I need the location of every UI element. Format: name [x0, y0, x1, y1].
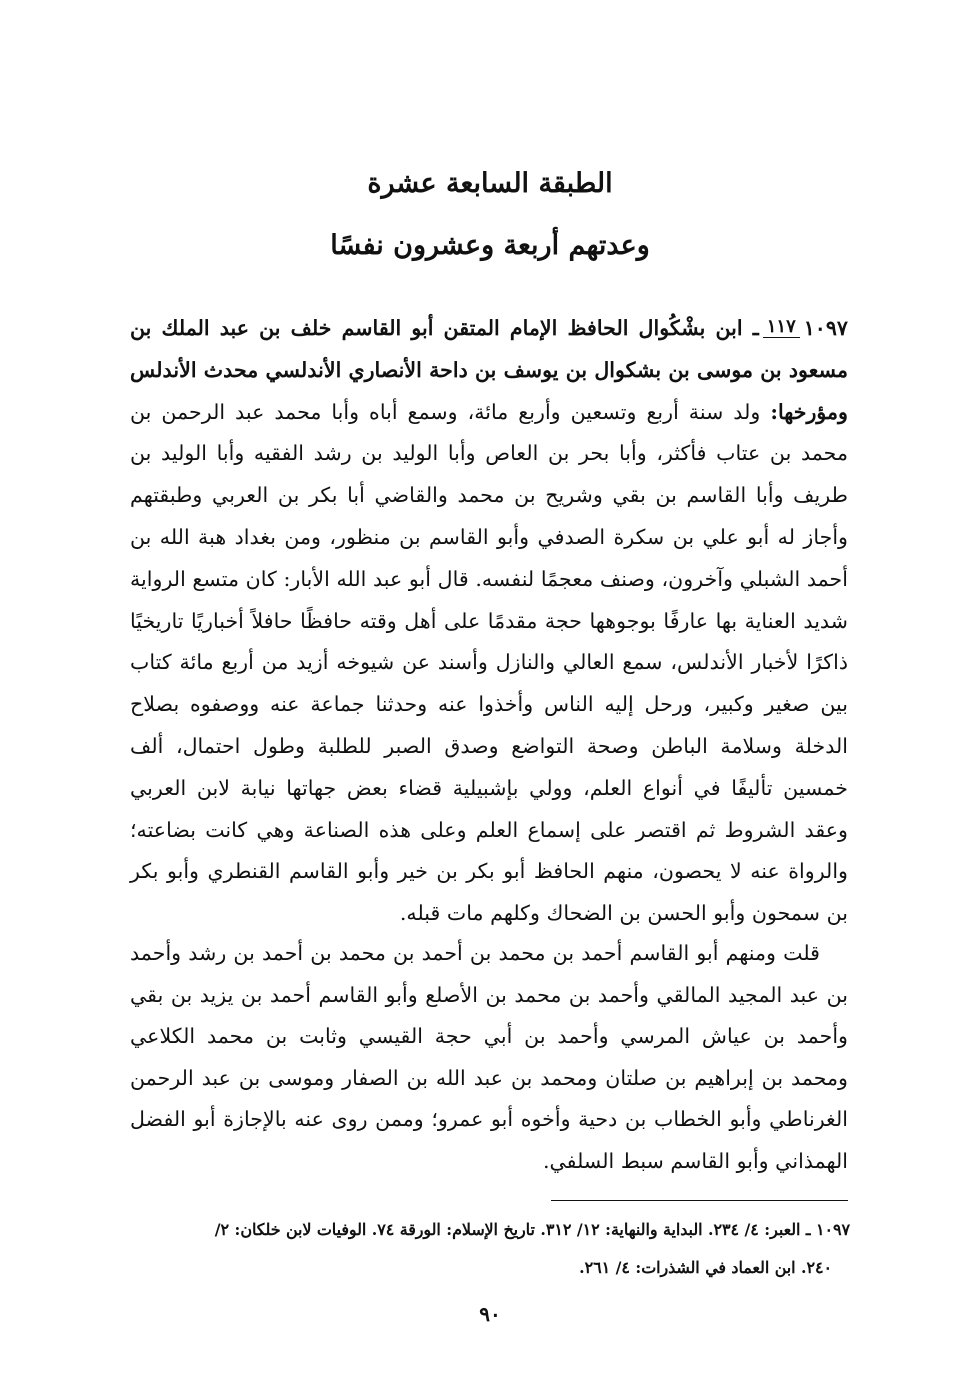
biography-paragraph	[130, 308, 848, 935]
entry-title: ـ ابن بشْكُوال الحافظ الإمام المتقن أبو القاسم خلف بن عبد الملك بن مسعود بن موسى بن بشكوال بن يوسف بن داحة الأنصاري الأندلسي محدث الأندلس ومؤرخها:	[130, 316, 849, 424]
footnote-separator	[551, 1200, 848, 1201]
entry-number: ١٠٩٧	[803, 316, 848, 340]
biography-text: ولد سنة أربع وتسعين وأربع مائة، وسمع أباه وأبا محمد عبد الرحمن بن محمد بن عتاب فأكثر، وأبا بحر بن العاص وأبا الوليد بن رشد الفقيه وأبا الوليد بن طريف وأبا القاسم بن بقي وشريح بن محمد والقاضي أبا بكر بن العربي وطبقتهم وأجاز له أبو علي بن سكرة الصدفي وأبو القاسم بن منظور، ومن بغداد هبة الله بن أحمد الشبلي وآخرون، وصنف معجمًا لنفسه. قال أبو عبد الله الأبار: كان متسع الرواية شديد العناية بها عارفًا بوجوهها حجة مقدمًا على أهل وقته حافظًا حافلاً أخباريًا تاريخيًا ذاكرًا لأخبار الأندلس، سمع العالي والنازل وأسند عن شيوخه أزيد من أربع مائة كتاب بين صغير وكبير، ورحل إليه الناس وأخذوا عنه وحدثنا جماعة عنه ووصفوه بصلاح الدخلة وسلامة الباطن وصحة التواضع وصدق الصبر للطلبة وطول احتمال، ألف خمسين تأليفًا في أنواع العلم، وولي بإشبيلية قضاء بعض جهاتها نيابة لابن العربي وعقد الشروط ثم اقتصر على إسماع العلم وعلى هذه الصناعة وهي كانت بضاعته؛ والرواة عنه لا يحصون، منهم الحافظ أبو بكر بن خير وأبو القاسم القنطري وأبو بكر بن سمحون وأبو الحسن بن الضحاك وكلهم مات قبله.	[130, 399, 848, 926]
students-paragraph: قلت ومنهم أبو القاسم أحمد بن محمد بن أحمد بن محمد بن أحمد بن رشد وأحمد بن عبد المجيد المالقي وأحمد بن محمد بن الأصلع وأبو القاسم أحمد بن يزيد بن بقي وأحمد بن عياش المرسي وأحمد بن أبي حجة القيسي وثابت بن محمد الكلاعي ومحمد بن إبراهيم بن صلتان ومحمد بن عبد الله بن الصفار وموسى بن عبد الرحمن الغرناطي وأبو الخطاب بن دحية وأخوه أبو عمرو؛ وممن روى عنه بالإجازة أبو الفضل الهمذاني وأبو القاسم سبط السلفي.	[130, 941, 848, 1173]
page-number: ٩٠	[479, 1302, 501, 1326]
footnote-line: ١٠٩٧ ـ العبر: ٤/ ٢٣٤. البداية والنهاية: ١٢/ ٣١٢. تاريخ الإسلام: الورقة ٧٤. الوفيات لابن خلكان: ٢/	[214, 1220, 850, 1239]
footnote-line: ٢٤٠. ابن العماد في الشذرات: ٤/ ٢٦١.	[579, 1258, 832, 1277]
section-title: الطبقة السابعة عشرة	[367, 168, 613, 199]
cross-reference-number: ١١٧	[763, 318, 800, 338]
footnote	[120, 1211, 850, 1287]
section-subtitle: وعدتهم أربعة وعشرون نفسًا	[330, 230, 650, 261]
